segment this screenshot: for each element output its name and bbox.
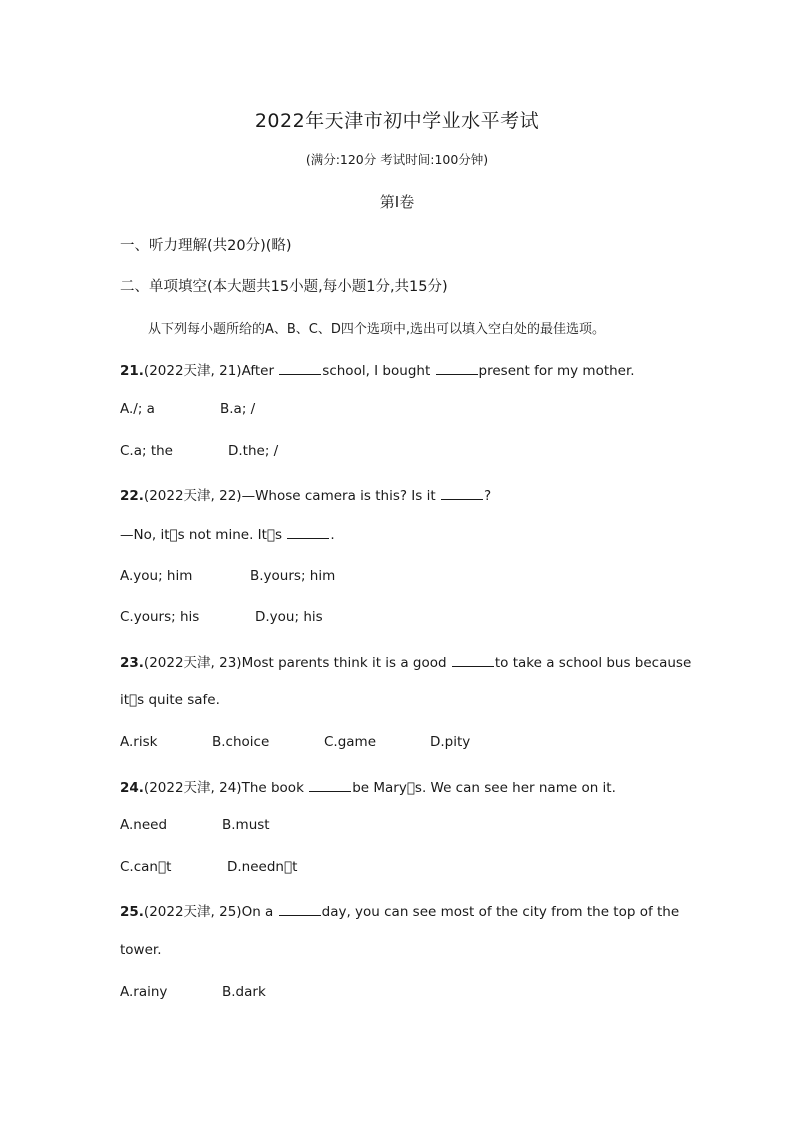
answer-blank: [279, 362, 321, 375]
question-22-options-ab: [120, 568, 335, 584]
question-23-stem: 23.(2022天津, 23)Most parents think it is a good to take a school bus because: [120, 655, 692, 671]
option-b: B.dark: [222, 984, 266, 1000]
question-number: 25.: [120, 904, 144, 920]
instruction-text: 从下列每小题所给的A、B、C、D四个选项中,选出可以填入空白处的最佳选项。: [148, 322, 606, 337]
option-b: B.yours; him: [250, 568, 336, 584]
question-21-options-ab: [120, 401, 255, 417]
answer-blank: [436, 362, 478, 375]
option-a: A.risk: [120, 734, 158, 750]
question-21-options-cd: [120, 443, 278, 459]
option-d: D.the; /: [228, 443, 279, 459]
option-d: D.needn t: [227, 859, 298, 875]
option-b: B.choice: [212, 734, 270, 750]
section-single-choice: 二、单项填空(本大题共15小题,每小题1分,共15分): [120, 279, 448, 295]
option-d: D.pity: [430, 734, 471, 750]
answer-blank: [452, 654, 494, 667]
section-listening: 一、听力理解(共20分)(略): [120, 238, 292, 254]
option-a: A.need: [120, 817, 168, 833]
question-24-options-ab: [120, 817, 270, 833]
question-number: 24.: [120, 780, 144, 796]
question-source: (2022天津, 23): [143, 655, 242, 671]
option-c: C.can t: [120, 859, 172, 875]
question-source: (2022天津, 21): [143, 363, 242, 379]
question-25-options-ab: [120, 984, 266, 1000]
question-21-stem: 21.(2022天津, 21)After school, I bought present for my mother.: [120, 363, 635, 379]
question-number: 21.: [120, 363, 144, 379]
question-source: (2022天津, 22): [143, 488, 242, 504]
question-25-stem-continued: tower.: [120, 942, 162, 958]
exam-title: 2022年天津市初中学业水平考试: [254, 110, 540, 132]
question-source: (2022天津, 25): [143, 904, 242, 920]
option-b: B.must: [222, 817, 270, 833]
option-a: A./; a: [120, 401, 155, 417]
part-heading: 第Ⅰ卷: [379, 193, 415, 211]
option-c: C.yours; his: [120, 609, 200, 625]
question-24-stem: 24.(2022天津, 24)The book be Mary s. We can see her name on it.: [120, 780, 616, 796]
option-b: B.a; /: [220, 401, 256, 417]
question-24-options-cd: [120, 859, 297, 875]
option-d: D.you; his: [255, 609, 323, 625]
question-23-stem-continued: it s quite safe.: [120, 692, 220, 708]
option-a: A.you; him: [120, 568, 193, 584]
question-22-options-cd: [120, 609, 323, 625]
question-25-stem: 25.(2022天津, 25)On a day, you can see most of the city from the top of the: [120, 904, 680, 920]
question-number: 23.: [120, 655, 144, 671]
answer-blank: [441, 487, 483, 500]
answer-blank: [279, 903, 321, 916]
answer-blank: [309, 779, 351, 792]
question-number: 22.: [120, 488, 144, 504]
option-c: C.a; the: [120, 443, 173, 459]
option-a: A.rainy: [120, 984, 168, 1000]
question-source: (2022天津, 24): [143, 780, 242, 796]
option-c: C.game: [324, 734, 377, 750]
question-22-dialog-line: —No, it s not mine. It s .: [120, 527, 335, 543]
answer-blank: [287, 526, 329, 539]
question-22-stem: 22.(2022天津, 22)—Whose camera is this? Is it ?: [120, 488, 492, 504]
exam-subtitle: (满分:120分 考试时间:100分钟): [305, 152, 489, 167]
question-23-options: [120, 734, 470, 750]
